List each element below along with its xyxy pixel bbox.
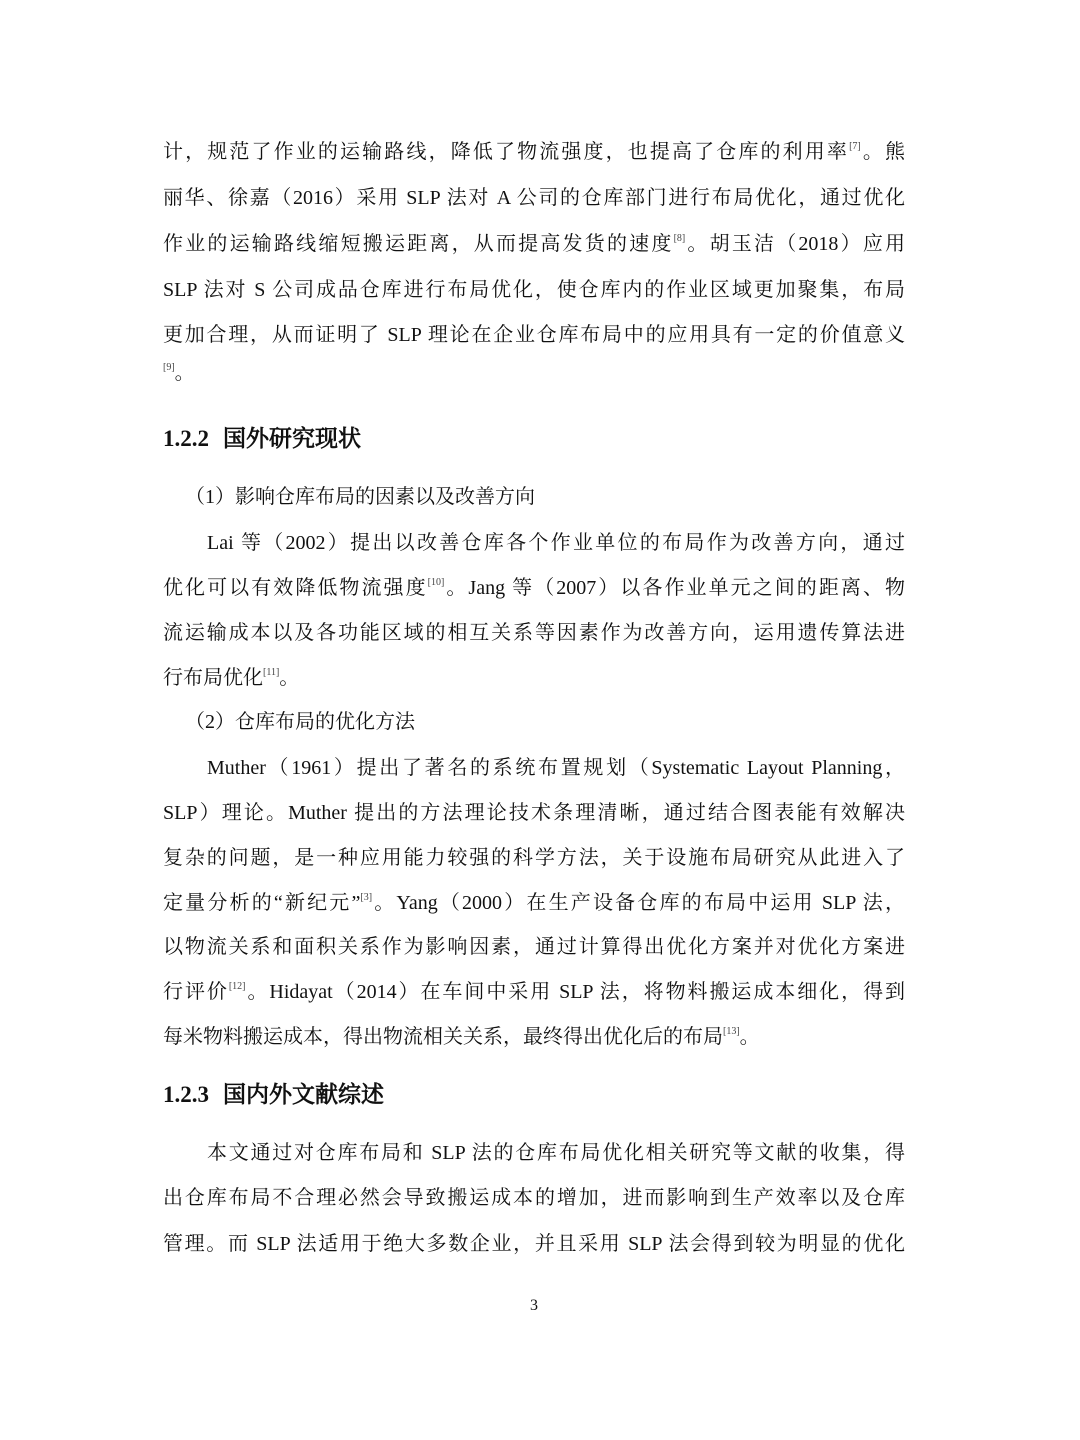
- text-line: 行评价[12]。Hidayat（2014）在车间中采用 SLP 法，将物料搬运成本细化，得到: [163, 981, 906, 1003]
- text-line: SLP）理论。Muther 提出的方法理论技术条理清晰，通过结合图表能有效解决: [163, 802, 905, 824]
- citation: [8]: [673, 233, 686, 244]
- text-line: 复杂的问题，是一种应用能力较强的科学方法，关于设施布局研究从此进入了: [163, 847, 905, 869]
- subsection-title: （1）影响仓库布局的因素以及改善方向: [185, 486, 535, 508]
- text-line: [9]。: [163, 362, 195, 384]
- citation: [10]: [427, 577, 445, 588]
- text-line: SLP 法对 S 公司成品仓库进行布局优化，使仓库内的作业区域更加聚集，布局: [163, 279, 905, 301]
- citation: [13]: [723, 1026, 740, 1037]
- section-heading: [163, 1080, 384, 1109]
- citation: [9]: [163, 362, 175, 373]
- section-heading: [163, 424, 361, 453]
- page-number: 3: [530, 1297, 538, 1314]
- text-line: 更加合理，从而证明了 SLP 理论在企业仓库布局中的应用具有一定的价值意义: [163, 324, 905, 346]
- citation: [3]: [360, 892, 373, 903]
- text-line: Muther（1961）提出了著名的系统布置规划（Systematic Layout Planning，: [207, 757, 905, 779]
- text-line: 计，规范了作业的运输路线，降低了物流强度，也提高了仓库的利用率[7]。熊: [163, 141, 906, 163]
- text-line: 以物流关系和面积关系作为影响因素，通过计算得出优化方案并对优化方案进: [163, 936, 905, 958]
- text-line: 流运输成本以及各功能区域的相互关系等因素作为改善方向，运用遗传算法进: [163, 622, 905, 644]
- section-number: 1.2.2: [163, 426, 209, 451]
- text-line: 管理。而 SLP 法适用于绝大多数企业，并且采用 SLP 法会得到较为明显的优化: [163, 1233, 905, 1255]
- document-page: [163, 0, 905, 1440]
- text-line: 定量分析的“新纪元”[3]。Yang（2000）在生产设备仓库的布局中运用 SLP 法，: [163, 892, 905, 914]
- text-line: 作业的运输路线缩短搬运距离，从而提高发货的速度[8]。胡玉洁（2018）应用: [163, 233, 906, 255]
- text-line: 优化可以有效降低物流强度[10]。Jang 等（2007）以各作业单元之间的距离、物: [163, 577, 906, 599]
- subsection-title: （2）仓库布局的优化方法: [185, 711, 415, 733]
- section-title: 国外研究现状: [223, 425, 361, 451]
- text-line: 行布局优化[11]。: [163, 667, 300, 689]
- text-line: Lai 等（2002）提出以改善仓库各个作业单位的布局作为改善方向，通过: [207, 532, 905, 554]
- section-title: 国内外文献综述: [223, 1081, 384, 1107]
- text-line: 本文通过对仓库布局和 SLP 法的仓库布局优化相关研究等文献的收集，得: [207, 1142, 905, 1164]
- text-line: 每米物料搬运成本，得出物流相关关系，最终得出优化后的布局[13]。: [163, 1026, 760, 1048]
- citation: [12]: [228, 981, 246, 992]
- section-number: 1.2.3: [163, 1082, 209, 1107]
- text-line: 出仓库布局不合理必然会导致搬运成本的增加，进而影响到生产效率以及仓库: [163, 1187, 905, 1209]
- citation: [7]: [849, 141, 861, 152]
- citation: [11]: [263, 667, 280, 678]
- text-line: 丽华、徐嘉（2016）采用 SLP 法对 A 公司的仓库部门进行布局优化，通过优化: [163, 187, 905, 209]
